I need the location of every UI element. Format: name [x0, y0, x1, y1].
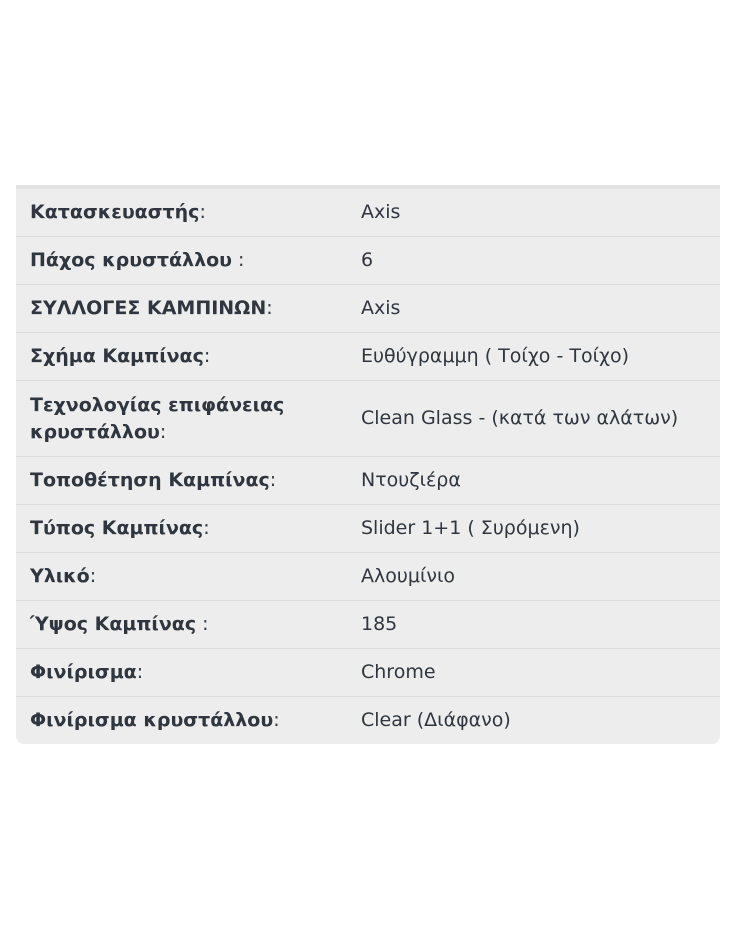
- spec-row-surface-technology: [16, 381, 720, 457]
- spec-value: 6: [361, 249, 374, 271]
- spec-row-material: [16, 553, 720, 601]
- spec-row-manufacturer: [16, 189, 720, 237]
- spec-label: Πάχος κρυστάλλου :: [30, 249, 245, 271]
- spec-row-height: [16, 601, 720, 649]
- spec-row-placement: [16, 457, 720, 505]
- spec-label: ΣΥΛΛΟΓΕΣ ΚΑΜΠΙΝΩΝ:: [30, 297, 273, 319]
- spec-row-glass-thickness: [16, 237, 720, 285]
- spec-row-glass-finish: [16, 697, 720, 744]
- spec-value: Clean Glass - (κατά των αλάτων): [361, 407, 679, 429]
- spec-value: Ευθύγραμμη ( Τοίχο - Τοίχο): [361, 345, 630, 367]
- spec-label: Σχήμα Καμπίνας:: [30, 345, 211, 367]
- spec-value: Axis: [361, 201, 401, 223]
- spec-value: Chrome: [361, 661, 436, 683]
- spec-value: Ντουζιέρα: [361, 469, 461, 491]
- product-specs-table: [16, 185, 720, 744]
- spec-value: Axis: [361, 297, 401, 319]
- spec-label: Κατασκευαστής:: [30, 201, 206, 223]
- spec-label: Τεχνολογίας επιφάνειας κρυστάλλου:: [30, 393, 285, 443]
- spec-label: Υλικό:: [30, 565, 97, 587]
- spec-value: Slider 1+1 ( Συρόμενη): [361, 517, 580, 539]
- spec-label: Ύψος Καμπίνας :: [30, 613, 209, 635]
- spec-value: 185: [361, 613, 398, 635]
- spec-row-finish: [16, 649, 720, 697]
- spec-value: Αλουμίνιο: [361, 565, 456, 587]
- spec-row-collections: [16, 285, 720, 333]
- spec-row-type: [16, 505, 720, 553]
- spec-label: Φινίρισμα κρυστάλλου:: [30, 709, 280, 731]
- spec-label: Τύπος Καμπίνας:: [30, 517, 210, 539]
- spec-label: Φινίρισμα:: [30, 661, 144, 683]
- spec-label: Τοποθέτηση Καμπίνας:: [30, 469, 277, 491]
- spec-row-shape: [16, 333, 720, 381]
- spec-value: Clear (Διάφανο): [361, 709, 511, 731]
